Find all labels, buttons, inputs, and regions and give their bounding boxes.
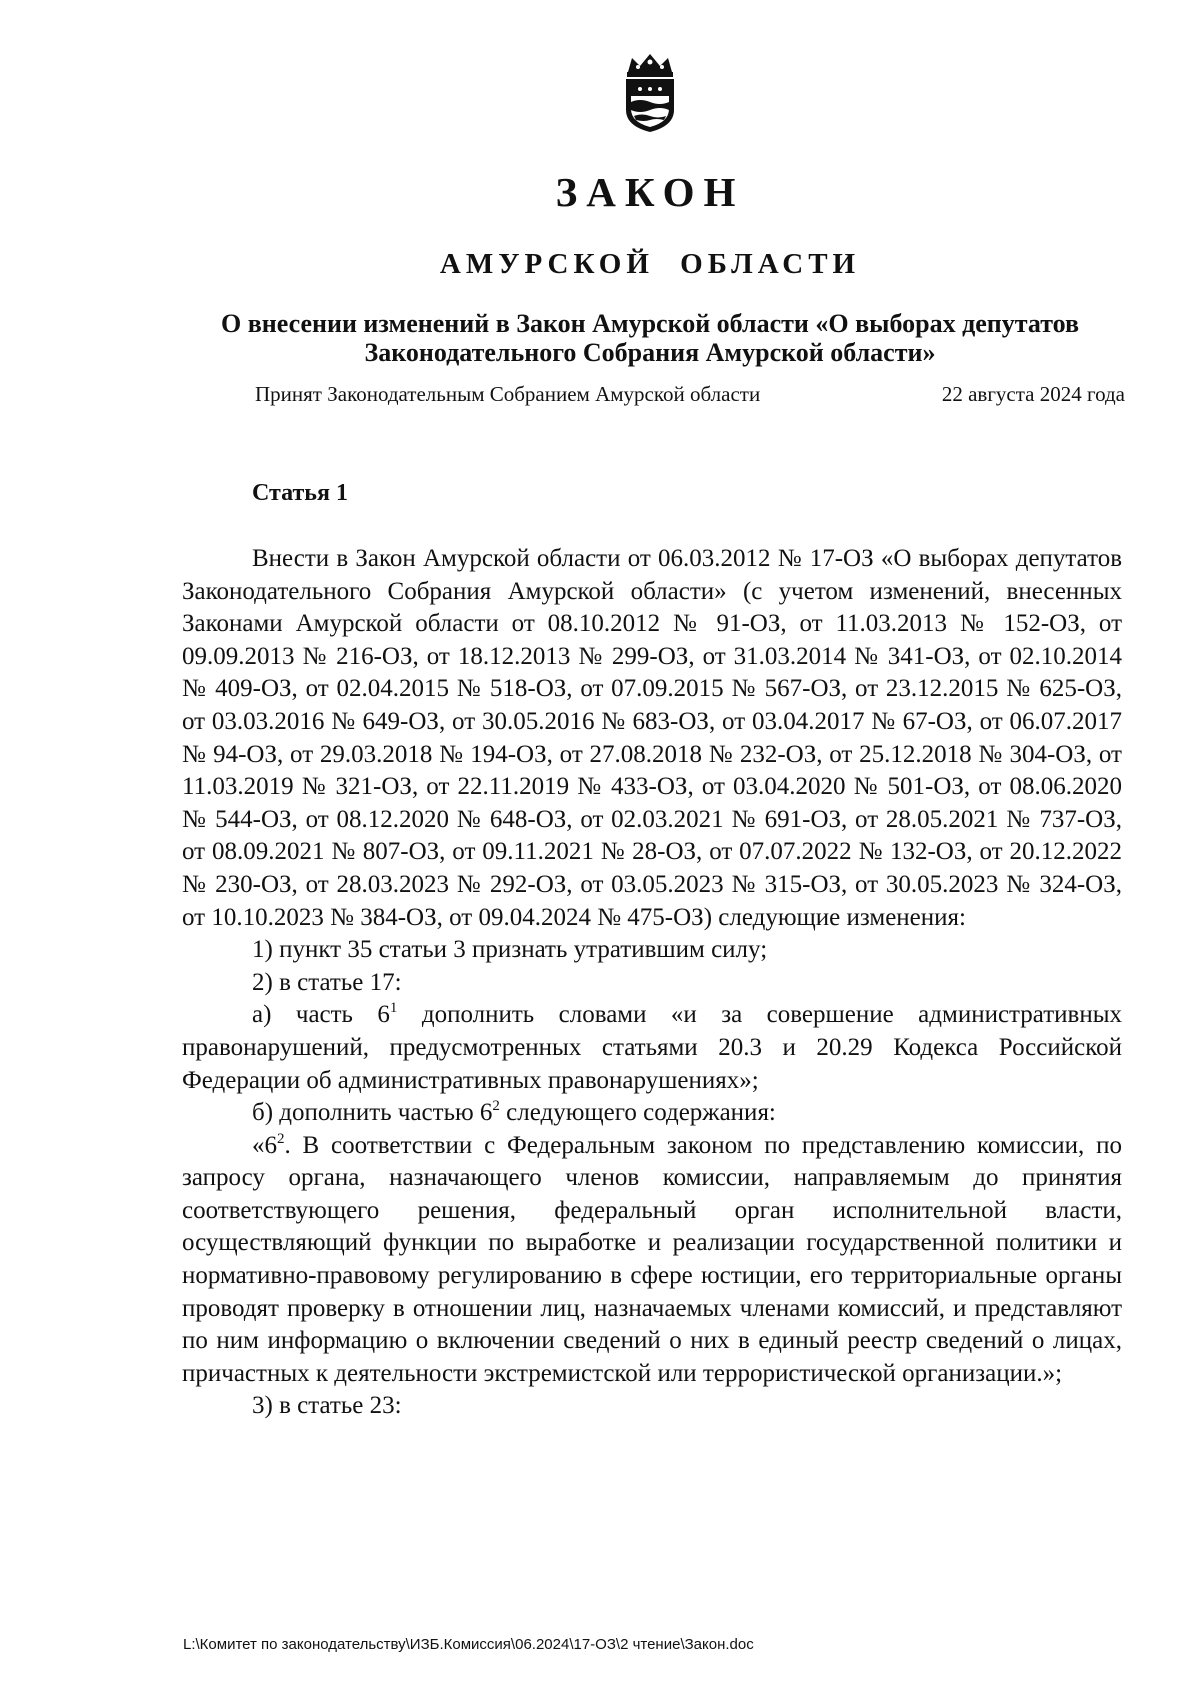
document-title: ЗАКОН — [555, 169, 745, 215]
article-body — [182, 543, 1122, 1423]
item-3: 3) в статье 23: — [252, 1392, 402, 1420]
item-2b: б) дополнить частью $6^2$ следующего содержания: — [252, 1098, 776, 1127]
coat-of-arms-icon — [618, 52, 682, 134]
quoted-part-6-2: «$6^2$. В соответствии с Федеральным законом по представлению комиссии, по запросу органа, назначающего членов комиссии, направляемым до принятия соответствующего решения, федеральный орган исполнительной власти, осуществляющий функции по выработке и реализации государственной политики и нормативно-правовому регулированию в сфере юстиции, его территориальные органы проводят проверку в отношении лиц, назначаемых членами комиссий, и представляют по ним информацию о включении сведений о них в единый реестр сведений о лицах, причастных к деятельности экстремистской или террористической организации.»; — [182, 1130, 1122, 1387]
adopted-date: 22 августа 2024 года — [941, 382, 1125, 406]
subject-line-2: Законодательного Собрания Амурской области» — [364, 338, 936, 367]
item-1: 1) пункт 35 статьи 3 признать утратившим силу; — [252, 936, 768, 964]
item-2a: а) часть $6^1$ дополнить словами «и за совершение административных правонарушений, предусмотренных статьями 20.3 и 20.29 Кодекса Российской Федерации об административных правонарушениях»; — [182, 1000, 1123, 1094]
region-name: АМУРСКОЙ ОБЛАСТИ — [439, 248, 861, 280]
footer-file-path: L:\Комитет по законодательству\ИЗБ.Комиссия\06.2024\17-ОЗ\2 чтение\Закон.doc — [183, 1636, 754, 1653]
law-subject — [100, 309, 1200, 367]
adoption-line — [255, 382, 1125, 407]
item-2: 2) в статье 17: — [252, 968, 402, 996]
article-heading: Статья 1 — [252, 480, 348, 506]
adopted-by: Принят Законодательным Собранием Амурской области — [255, 382, 761, 406]
subject-line-1: О внесении изменений в Закон Амурской области «О выборах депутатов — [220, 309, 1080, 338]
intro-paragraph: Внести в Закон Амурской области от 06.03.2012 № 17-ОЗ «О выборах депутатов Законодательного Собрания Амурской области» (с учетом изменений, внесенных Законами Амурской области от 08.10.2012 № 91-ОЗ, от 11.03.2013 № 152-ОЗ, от 09.09.2013 № 216-ОЗ, от 18.12.2013 № 299-ОЗ, от 31.03.2014 № 341-ОЗ, от 02.10.2014 № 409-ОЗ, от 02.04.2015 № 518-ОЗ, от 07.09.2015 № 567-ОЗ, от 23.12.2015 № 625-ОЗ, от 03.03.2016 № 649-ОЗ, от 30.05.2016 № 683-ОЗ, от 03.04.2017 № 67-ОЗ, от 06.07.2017 № 94-ОЗ, от 29.03.2018 № 194-ОЗ, от 27.08.2018 № 232-ОЗ, от 25.12.2018 № 304-ОЗ, от 11.03.2019 № 321-ОЗ, от 22.11.2019 № 433-ОЗ, от 03.04.2020 № 501-ОЗ, от 08.06.2020 № 544-ОЗ, от 08.12.2020 № 648-ОЗ, от 02.03.2021 № 691-ОЗ, от 28.05.2021 № 737-ОЗ, от 08.09.2021 № 807-ОЗ, от 09.11.2021 № 28-ОЗ, от 07.07.2022 № 132-ОЗ, от 20.12.2022 № 230-ОЗ, от 28.03.2023 № 292-ОЗ, от 03.05.2023 № 315-ОЗ, от 30.05.2023 № 324-ОЗ, от 10.10.2023 № 384-ОЗ, от 09.04.2024 № 475-ОЗ) следующие изменения: — [182, 545, 1122, 931]
